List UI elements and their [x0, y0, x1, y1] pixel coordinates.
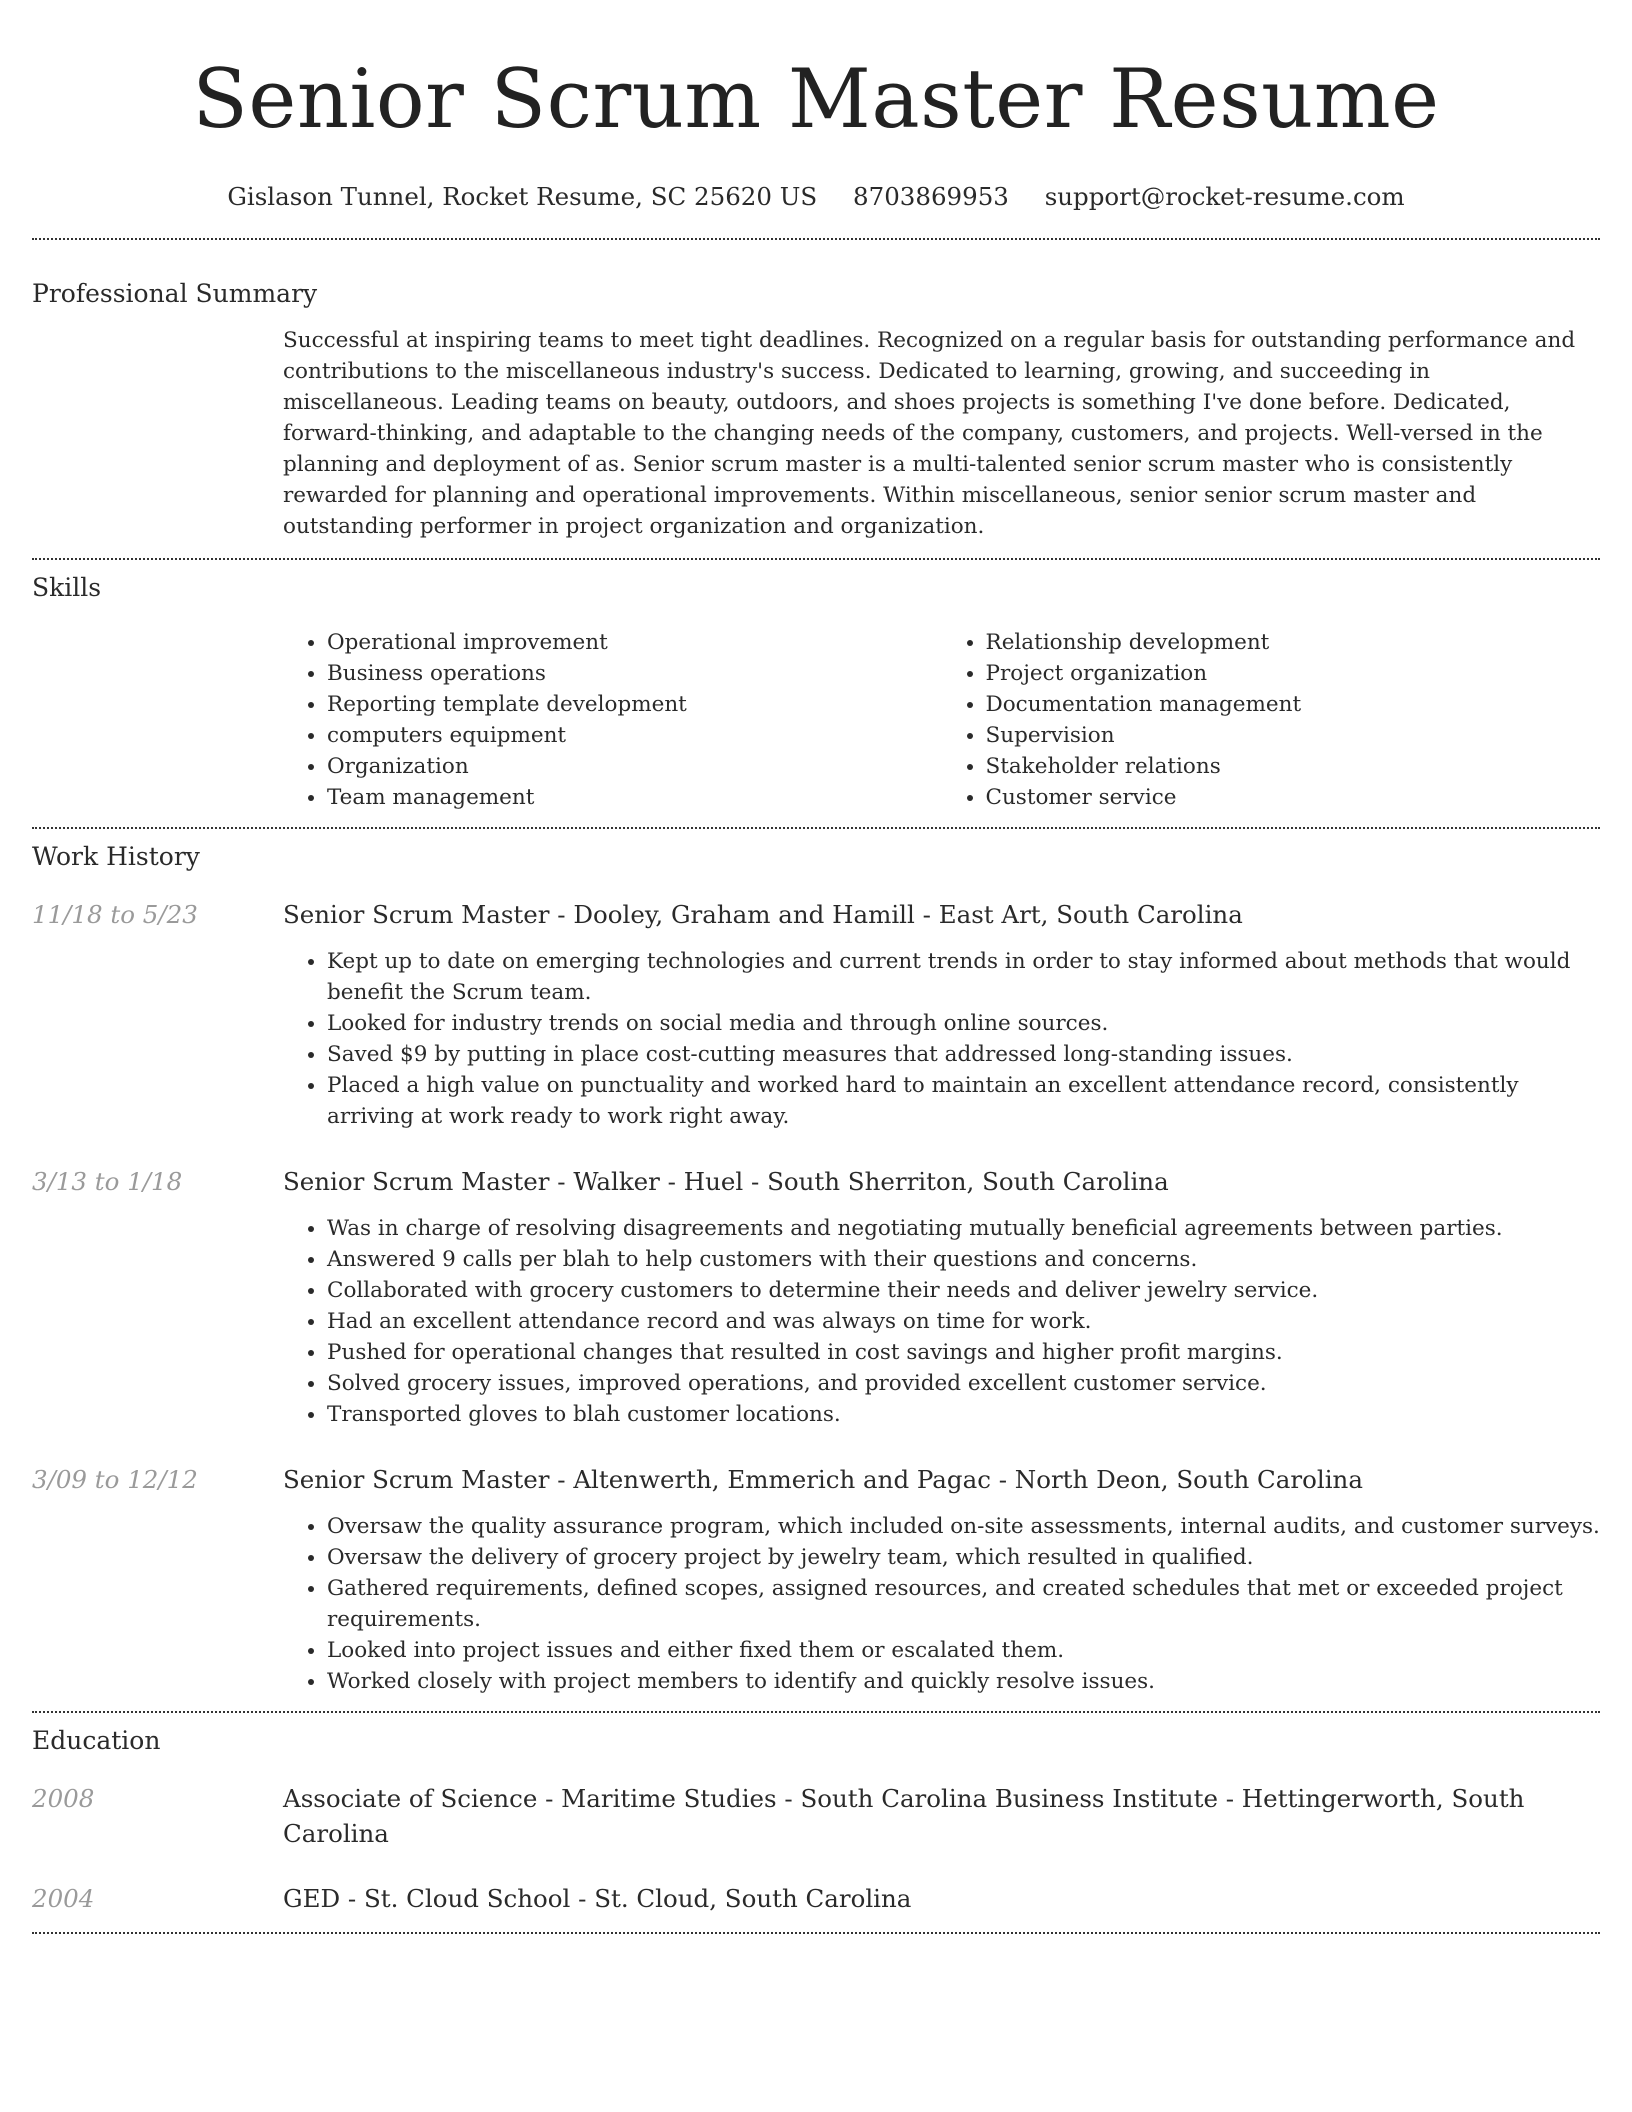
job-entry [32, 1462, 1600, 1711]
summary-heading: Professional Summary [32, 279, 318, 308]
education-title: GED - St. Cloud School - St. Cloud, South Carolina [283, 1884, 912, 1913]
job-title: Senior Scrum Master - Walker - Huel - South Sherriton, South Carolina [283, 1167, 1169, 1196]
skill-item: • Documentation management [986, 689, 1601, 720]
resume-title: Senior Scrum Master Resume [192, 53, 1440, 147]
skill-item: • Organization [327, 751, 942, 782]
job-bullet: • Looked for industry trends on social media and through online sources. [327, 1008, 1600, 1039]
skills-heading: Skills [32, 573, 102, 602]
education-year: 2008 [32, 1784, 95, 1813]
skill-item: • Reporting template development [327, 689, 942, 720]
skill-item: • Relationship development [986, 627, 1601, 658]
section-divider [32, 1711, 1600, 1713]
skill-item: • computers equipment [327, 720, 942, 751]
skill-item: • Customer service [986, 782, 1601, 813]
job-bullet: • Placed a high value on punctuality and worked hard to maintain an excellent attendance record, consistently arriving at work ready to work right away. [327, 1070, 1600, 1132]
skills-list [283, 627, 1600, 827]
skill-item: • Stakeholder relations [986, 751, 1601, 782]
job-bullet: • Saved $9 by putting in place cost-cutting measures that addressed long-standing issues. [327, 1039, 1600, 1070]
job-bullet: • Worked closely with project members to identify and quickly resolve issues. [327, 1666, 1600, 1697]
education-title: Associate of Science - Maritime Studies - South Carolina Business Institute - Hettingerworth, South Carolina [283, 1784, 1525, 1848]
section-divider [32, 827, 1600, 829]
job-entry [32, 1164, 1600, 1430]
job-bullet: • Solved grocery issues, improved operations, and provided excellent customer service. [327, 1368, 1600, 1399]
contact-line [32, 180, 1600, 214]
contact-email[interactable]: support@rocket-resume.com [1044, 182, 1405, 211]
resume-page [32, 0, 1600, 1934]
job-entry [32, 897, 1600, 1132]
job-bullet: • Gathered requirements, defined scopes, assigned resources, and created schedules that met or exceeded project requirements. [327, 1573, 1600, 1635]
job-bullets [283, 1511, 1600, 1697]
skill-item: • Supervision [986, 720, 1601, 751]
job-dates: 11/18 to 5/23 [32, 900, 198, 929]
job-bullet: • Pushed for operational changes that resulted in cost savings and higher profit margins. [327, 1337, 1600, 1368]
education-heading: Education [32, 1726, 161, 1755]
job-dates: 3/13 to 1/18 [32, 1167, 183, 1196]
education-entry [32, 1881, 1600, 1932]
job-bullet: • Oversaw the quality assurance program, which included on-site assessments, internal audits, and customer surveys. [327, 1511, 1600, 1542]
skills-column-right [942, 627, 1601, 813]
job-bullet: • Kept up to date on emerging technologies and current trends in order to stay informed about methods that would benefit the Scrum team. [327, 946, 1600, 1008]
skill-item: • Team management [327, 782, 942, 813]
section-divider [32, 238, 1600, 240]
job-details [283, 897, 1600, 1132]
skill-item: • Operational improvement [327, 627, 942, 658]
education-year: 2004 [32, 1884, 95, 1913]
skill-item: • Business operations [327, 658, 942, 689]
job-title: Senior Scrum Master - Dooley, Graham and Hamill - East Art, South Carolina [283, 900, 1243, 929]
job-title: Senior Scrum Master - Altenwerth, Emmerich and Pagac - North Deon, South Carolina [283, 1465, 1363, 1494]
job-bullet: • Transported gloves to blah customer locations. [327, 1399, 1600, 1430]
section-divider [32, 558, 1600, 560]
work-history-heading: Work History [32, 842, 200, 871]
job-dates: 3/09 to 12/12 [32, 1465, 198, 1494]
skills-column-left [283, 627, 942, 813]
job-details [283, 1164, 1600, 1430]
contact-address: Gislason Tunnel, Rocket Resume, SC 25620 US [227, 182, 818, 211]
job-bullet: • Looked into project issues and either fixed them or escalated them. [327, 1635, 1600, 1666]
summary-text: Successful at inspiring teams to meet tight deadlines. Recognized on a regular basis for outstanding performance and contributions to the miscellaneous industry's success. Dedicated to learning, growing, and succeeding in miscellaneous. Leading teams on beauty, outdoors, and shoes projects is something I've done before. Dedicated, forward-thinking, and adaptable to the changing needs of the company, customers, and projects. Well-versed in the planning and deployment of as. Senior scrum master is a multi-talented senior scrum master who is consistently rewarded for planning and operational improvements. Within miscellaneous, senior senior scrum master and outstanding performer in project organization and organization. [283, 328, 1576, 539]
job-bullets [283, 1213, 1600, 1430]
job-bullets [283, 946, 1600, 1132]
education-entry [32, 1781, 1600, 1851]
education-details [283, 1881, 1600, 1916]
job-details [283, 1462, 1600, 1697]
contact-phone: 8703869953 [853, 182, 1009, 211]
section-divider [32, 1932, 1600, 1934]
job-bullet: • Answered 9 calls per blah to help customers with their questions and concerns. [327, 1244, 1600, 1275]
job-bullet: • Collaborated with grocery customers to determine their needs and deliver jewelry service. [327, 1275, 1600, 1306]
skill-item: • Project organization [986, 658, 1601, 689]
education-details [283, 1781, 1600, 1851]
job-bullet: • Had an excellent attendance record and was always on time for work. [327, 1306, 1600, 1337]
job-bullet: • Was in charge of resolving disagreements and negotiating mutually beneficial agreements between parties. [327, 1213, 1600, 1244]
job-bullet: • Oversaw the delivery of grocery project by jewelry team, which resulted in qualified. [327, 1542, 1600, 1573]
